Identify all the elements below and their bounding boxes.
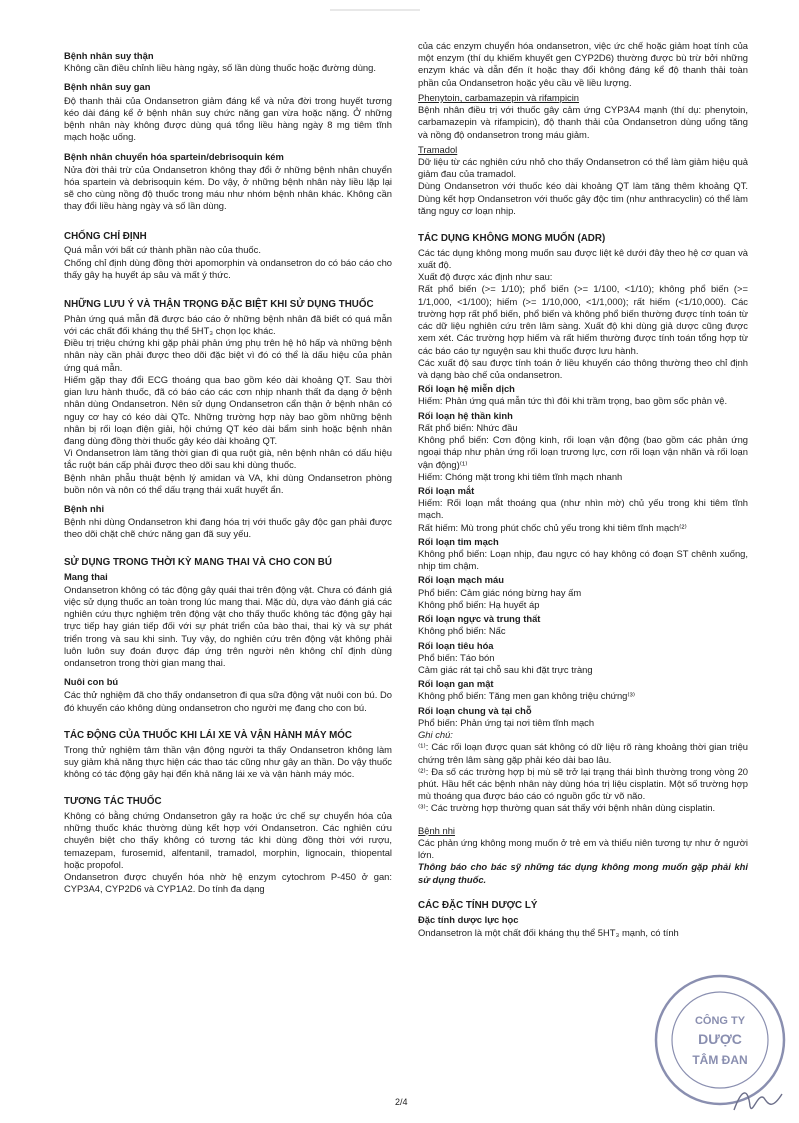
paragraph: Hiếm: Chóng mặt trong khi tiêm tĩnh mạch nhanh — [418, 470, 623, 482]
scan-mark — [330, 6, 420, 16]
paragraph: Rất phổ biến (>= 1/10); phổ biến (>= 1/100, <1/10); không phổ biến (>= 1/1,000, <1/100); hiếm (>= 1/10,000, <1/1,000); rất hiếm (<1/10,000). Các trường hợp rất phổ biến, phổ biến và không phổ biến thường được tính toán từ các dữ liệu nghiên cứu trên lâm sàng. Xuất độ khi dùng giả dược cũng được xem xét. Các trường hợp hiếm và rất hiếm thường được tính toán tổng hợp từ các báo cáo tự nguyện sau khi thuốc được lưu hành. — [418, 283, 748, 356]
paragraph: Hiếm: Rối loạn mắt thoáng qua (như nhìn mờ) chủ yếu trong khi tiêm tĩnh mạch. — [418, 497, 748, 521]
paragraph: Các thử nghiệm đã cho thấy ondansetron đi qua sữa động vật nuôi con bú. Do đó khuyến cáo không dùng ondansetron cho người mẹ đang cho con bú. — [64, 689, 392, 713]
svg-text:TÂM ĐAN: TÂM ĐAN — [692, 1053, 748, 1067]
paragraph: Phổ biến: Táo bón — [418, 651, 495, 663]
heading-breastfeeding: Nuôi con bú — [64, 676, 119, 688]
paragraph: Hiếm: Phản ứng quá mẫn tức thì đôi khi trầm trọng, bao gồm sốc phản vệ. — [418, 395, 728, 407]
paragraph: Dùng Ondansetron với thuốc kéo dài khoảng QT làm tăng thêm khoảng QT. Dùng kết hợp Ondansetron với thuốc gây độc tim (như anthracyclin) có thể làm tăng nguy cơ loạn nhịp. — [418, 180, 748, 216]
right-column — [418, 40, 748, 939]
heading-respiratory: Rối loạn ngực và trung thất — [418, 613, 541, 625]
heading-nervous: Rối loạn hệ thần kinh — [418, 409, 513, 421]
heading-vascular: Rối loạn mạch máu — [418, 574, 504, 586]
paragraph: Không phổ biến: Nấc — [418, 625, 506, 637]
paragraph: Dữ liệu từ các nghiên cứu nhỏ cho thấy Ondansetron có thể làm giảm hiệu quả giảm đau của tramadol. — [418, 155, 748, 180]
heading-interactions: TƯƠNG TÁC THUỐC — [64, 796, 162, 808]
heading-pharmacodynamics: Đặc tính dược lực học — [418, 914, 519, 926]
paragraph: Phổ biến: Phản ứng tại nơi tiêm tĩnh mạch — [418, 716, 595, 728]
heading-driving: TÁC ĐỘNG CỦA THUỐC KHI LÁI XE VÀ VẬN HÀNH MÁY MÓC — [64, 729, 352, 741]
paragraph: Bệnh nhân phẫu thuật bệnh lý amidan và VA, khi dùng Ondansetron phòng buồn nôn và nôn có thể dấu trạng thái xuất huyết ẩn. — [64, 471, 392, 495]
paragraph: Nửa đời thải trừ của Ondansetron không thay đổi ở những bệnh nhân chuyển hóa spartein và debrisoquin kém. Do vậy, ở những bệnh nhân này liều lặp lại sẽ cho cùng nồng độ thuốc trong máu như nhóm bệnh nhân khác. Không cần thay đổi liều hàng ngày và số lần dùng. — [64, 163, 392, 212]
paragraph: Không có bằng chứng Ondansetron gây ra hoặc ức chế sự chuyển hóa của những thuốc khác thường dùng kết hợp với Ondansetron. Các nghiên cứu chuyên biệt cho thấy không có tương tác khi dùng đồng thời với rượu, temazepam, furosemid, alfentanil, tramadol, morphin, lignocain, thiopental hoặc propofol. — [64, 809, 392, 870]
paragraph: của các enzym chuyển hóa ondansetron, việc ức chế hoặc giảm hoạt tính của một enzym (thí dụ khiếm khuyết gen CYP2D6) thường được bù trừ bởi những enzym khác và dẫn đến ít hoặc thay đổi không đáng kể độ thanh thải toàn phần của Ondansetron hoặc yêu cầu về liều lượng. — [418, 40, 748, 88]
paragraph: Các phản ứng không mong muốn ở trẻ em và thiếu niên tương tự như ở người lớn. — [418, 836, 748, 861]
paragraph: Ondansetron là một chất đối kháng thụ thể 5HT₃ mạnh, có tính — [418, 926, 679, 938]
left-column — [64, 44, 392, 895]
heading-tramadol: Tramadol — [418, 143, 458, 155]
heading-cardiac: Rối loạn tim mạch — [418, 535, 499, 547]
signature-mark — [728, 1080, 788, 1120]
heading-gastrointestinal: Rối loạn tiêu hóa — [418, 639, 494, 651]
paragraph: Điều trị triệu chứng khi gặp phải phản ứng phụ trên hệ hô hấp và những bệnh nhân này cần phải được theo dõi đặc biệt vì đó có thể là dấu hiệu của phản ứng quá mẫn. — [64, 337, 392, 373]
paragraph: Cảm giác rát tại chỗ sau khi đặt trực tràng — [418, 664, 593, 676]
paragraph: Không phổ biến: Loạn nhịp, đau ngực có hay không có đoạn ST chênh xuống, nhịp tim chậm. — [418, 548, 748, 572]
paragraph: Các xuất độ sau được tính toán ở liều khuyến cáo thông thường theo chỉ định và dạng bào chế của ondansetron. — [418, 356, 748, 380]
paragraph: Quá mẫn với bất cứ thành phần nào của thuốc. — [64, 244, 261, 256]
paragraph: ⁽²⁾: Đa số các trường hợp bị mù sẽ trở lại trạng thái bình thường trong vòng 20 phút. Hầu hết các bệnh nhân này dùng hóa trị liệu cisplatin. Một số trường hợp mù thoáng qua được báo cáo có nguồn gốc từ võ não. — [418, 765, 748, 802]
heading-contraindications: CHỐNG CHỈ ĐỊNH — [64, 230, 147, 242]
heading-eye: Rối loạn mắt — [418, 484, 475, 496]
paragraph: Không phổ biến: Tăng men gan không triệu chứng⁽³⁾ — [418, 690, 636, 702]
heading-pediatric: Bệnh nhi — [64, 503, 105, 515]
heading-hepatic: Bệnh nhân suy gan — [64, 81, 151, 93]
notice-text: Thông báo cho bác sỹ những tác dụng không mong muốn gặp phải khi sử dụng thuốc. — [418, 861, 748, 885]
paragraph: Chống chỉ định dùng đồng thời apomorphin và ondansetron do có báo cáo cho thấy gây hạ huyết áp sâu và mất ý thức. — [64, 256, 392, 280]
heading-pediatric-adr: Bệnh nhi — [418, 824, 456, 836]
paragraph: Không cần điều chỉnh liều hàng ngày, số lần dùng thuốc hoặc đường dùng. — [64, 62, 376, 74]
paragraph: Ondansetron không có tác động gây quái thai trên động vật. Chưa có đánh giá việc sử dụng thuốc an toàn trong lúc mang thai. Mặc dù, dựa vào đánh giá các nghiên cứu thực nghiệm trên động vật cho thấy thuốc không tác động gây hại trực tiếp hay gián tiếp đối với sự phát triển của bào thai, thai kỳ và sự phát triển trong và sau khi sinh. Tuy vậy, do nghiên cứu trên động vật không phải luôn luôn suy đoán được đáp ứng trên người nên không chỉ định dùng ondansetron trong thời gian mang thai. — [64, 583, 392, 668]
paragraph: Rất hiếm: Mù trong phút chốc chủ yếu trong khi tiêm tĩnh mạch⁽²⁾ — [418, 521, 687, 533]
heading-renal: Bệnh nhân suy thận — [64, 50, 154, 61]
heading-metabolizer: Bệnh nhân chuyển hóa spartein/debrisoquin kém — [64, 150, 284, 162]
paragraph: Phản ứng quá mẫn đã được báo cáo ở những bệnh nhân đã biết có quá mẫn với các chất đối kháng thụ thể 5HT₃ chọn lọc khác. — [64, 312, 392, 336]
heading-adverse-reactions: TÁC DỤNG KHÔNG MONG MUỐN (ADR) — [418, 233, 606, 245]
paragraph: Rất phổ biến: Nhức đầu — [418, 421, 518, 433]
heading-general: Rối loạn chung và tại chỗ — [418, 704, 532, 716]
heading-warnings: NHỮNG LƯU Ý VÀ THẬN TRỌNG ĐẶC BIỆT KHI SỬ DỤNG THUỐC — [64, 299, 374, 311]
paragraph: Bệnh nhân điều trị với thuốc gây cảm ứng CYP3A4 mạnh (thí dụ: phenytoin, carbamazepin và rifampicin), độ thanh thải của Ondansetron dùng uống tăng và nồng độ ondansetron trong máu giảm. — [418, 104, 748, 140]
paragraph: Trong thử nghiệm tâm thần vận động người ta thấy Ondansetron không làm suy giảm khả năng thực hiện các thao tác cũng như gây an thần. Do vậy thuốc không có tác động gây hại đến khả năng lái xe và vận hành máy móc. — [64, 743, 392, 779]
paragraph: Các tác dụng không mong muốn sau được liệt kê dưới đây theo hệ cơ quan và xuất độ. — [418, 246, 748, 271]
paragraph: Ondansetron được chuyển hóa nhờ hệ enzym cytochrom P-450 ở gan: CYP3A4, CYP2D6 và CYP1A2. Do tính đa dạng — [64, 871, 392, 895]
paragraph: Bệnh nhi dùng Ondansetron khi đang hóa trị với thuốc gây độc gan phải được theo dõi chặt chẽ chức năng gan đã suy yếu. — [64, 516, 392, 540]
heading-notes: Ghi chú: — [418, 729, 453, 741]
paragraph: Không phổ biến: Cơn động kinh, rối loạn vận động (bao gồm các phản ứng ngoại tháp như phản ứng rối loạn trương lực, cơn rối loạn vận nhãn và rối loạn vận động)⁽¹⁾ — [418, 434, 748, 470]
paragraph: Phổ biến: Cảm giác nóng bừng hay ấm — [418, 586, 582, 598]
paragraph: ⁽¹⁾: Các rối loạn được quan sát không có dữ liệu rõ ràng khoảng thời gian triệu chứng trên lâm sàng gặp phải kéo dài bao lâu. — [418, 741, 748, 765]
heading-pharmacology: CÁC ĐẶC TÍNH DƯỢC LÝ — [418, 899, 538, 911]
heading-phenytoin: Phenytoin, carbamazepin và rifampicin — [418, 91, 580, 103]
paragraph: Vì Ondansetron làm tăng thời gian đi qua ruột già, nên bệnh nhân có dấu hiệu tắc ruột bán cấp phải được theo dõi sau khi dùng thuốc. — [64, 447, 392, 471]
heading-pregnant: Mang thai — [64, 571, 108, 583]
heading-hepatobiliary: Rối loạn gan mật — [418, 678, 494, 690]
paragraph: Hiếm gặp thay đổi ECG thoáng qua bao gồm kéo dài khoảng QT. Sau thời gian lưu hành thuốc, đã có báo cáo các cơn nhịp nhanh thất đa dạng ở bệnh nhân dùng Ondansetron. Nên sử dụng Ondansetron cẩn thận ở bệnh nhân có nguy cơ hay có kéo dài QTc. Những trường hợp này bao gồm những bệnh nhân bị rối loạn điện giải, hội chứng QT kéo dài bẩm sinh hoặc bệnh nhân đang dùng đồng thời thuốc gây kéo dài khoảng QT. — [64, 373, 392, 446]
page-number: 2/4 — [395, 1097, 408, 1107]
svg-text:CÔNG TY: CÔNG TY — [694, 1015, 746, 1027]
paragraph: Độ thanh thải của Ondansetron giảm đáng kể và nửa đời trong huyết tương kéo dài đáng kể ở bệnh nhân suy chức năng gan vừa hoặc nặng. Ở những bệnh nhân này không được dùng quá tổng liều hàng ngày 8 mg tiêm tĩnh mạch hoặc uống. — [64, 94, 392, 143]
svg-text:DƯỢC: DƯỢC — [698, 1031, 742, 1047]
heading-pregnancy: SỬ DỤNG TRONG THỜI KỲ MANG THAI VÀ CHO CON BÚ — [64, 556, 332, 568]
paragraph: ⁽³⁾: Các trường hợp thường quan sát thấy với bệnh nhân dùng cisplatin. — [418, 802, 716, 814]
paragraph: Xuất độ được xác định như sau: — [418, 271, 553, 283]
heading-immune: Rối loạn hệ miễn dịch — [418, 383, 515, 395]
paragraph: Không phổ biến: Hạ huyết áp — [418, 598, 540, 610]
